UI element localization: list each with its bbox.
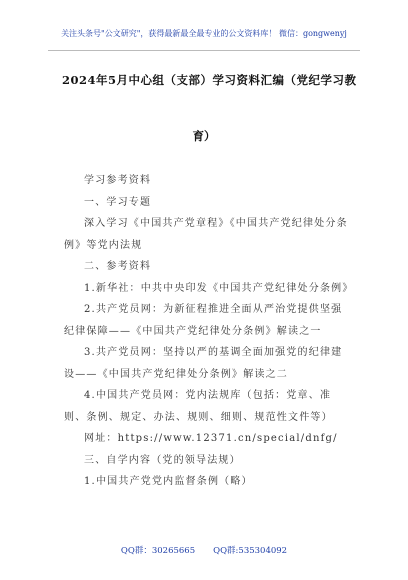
reference-item: 1.中国共产党党内监督条例（略） — [84, 476, 253, 487]
reference-item: 1.新华社：中共中央印发《中国共产党纪律处分条例》 — [84, 282, 354, 294]
section-heading: 三、自学内容（党的领导法规） — [84, 454, 241, 466]
section-heading: 二、参考资料 — [84, 261, 152, 272]
document-title: 2024年5月中心组（支部）学习资料汇编（党纪学习教 — [62, 73, 357, 87]
reference-item: 3.共产党员网：坚持以严的基调全面加强党的纪律建设——《中国共产党纪律处分条例》解读之二 — [64, 347, 343, 380]
document-title-continued: 育） — [192, 129, 216, 143]
document-body — [64, 170, 352, 493]
header-note: 关注头条号"公文研究"，获得最新最全最专业的公文资料库！ 微信：gongwenyj — [61, 29, 347, 38]
footer-qq-group-1: QQ群：30265665 — [120, 546, 196, 556]
paragraph: 深入学习《中国共产党章程》《中国共产党纪律处分条例》等党内法规 — [64, 218, 348, 251]
footer-qq-group-2: QQ群:535304092 — [213, 546, 288, 556]
url-line: 网址：https://www.12371.cn/special/dnfg/ — [84, 433, 338, 444]
paragraph: 学习参考资料 — [84, 175, 152, 186]
header-divider — [48, 50, 360, 51]
reference-item: 2.共产党员网：为新征程推进全面从严治党提供坚强纪律保障——《中国共产党纪律处分条例》解读之一 — [64, 304, 343, 337]
reference-item: 4.中国共产党员网：党内法规库（包括：党章、准则、条例、规定、办法、规则、细则、规范性文件等） — [64, 390, 333, 423]
footer — [0, 544, 408, 556]
section-heading: 一、学习专题 — [84, 196, 152, 208]
